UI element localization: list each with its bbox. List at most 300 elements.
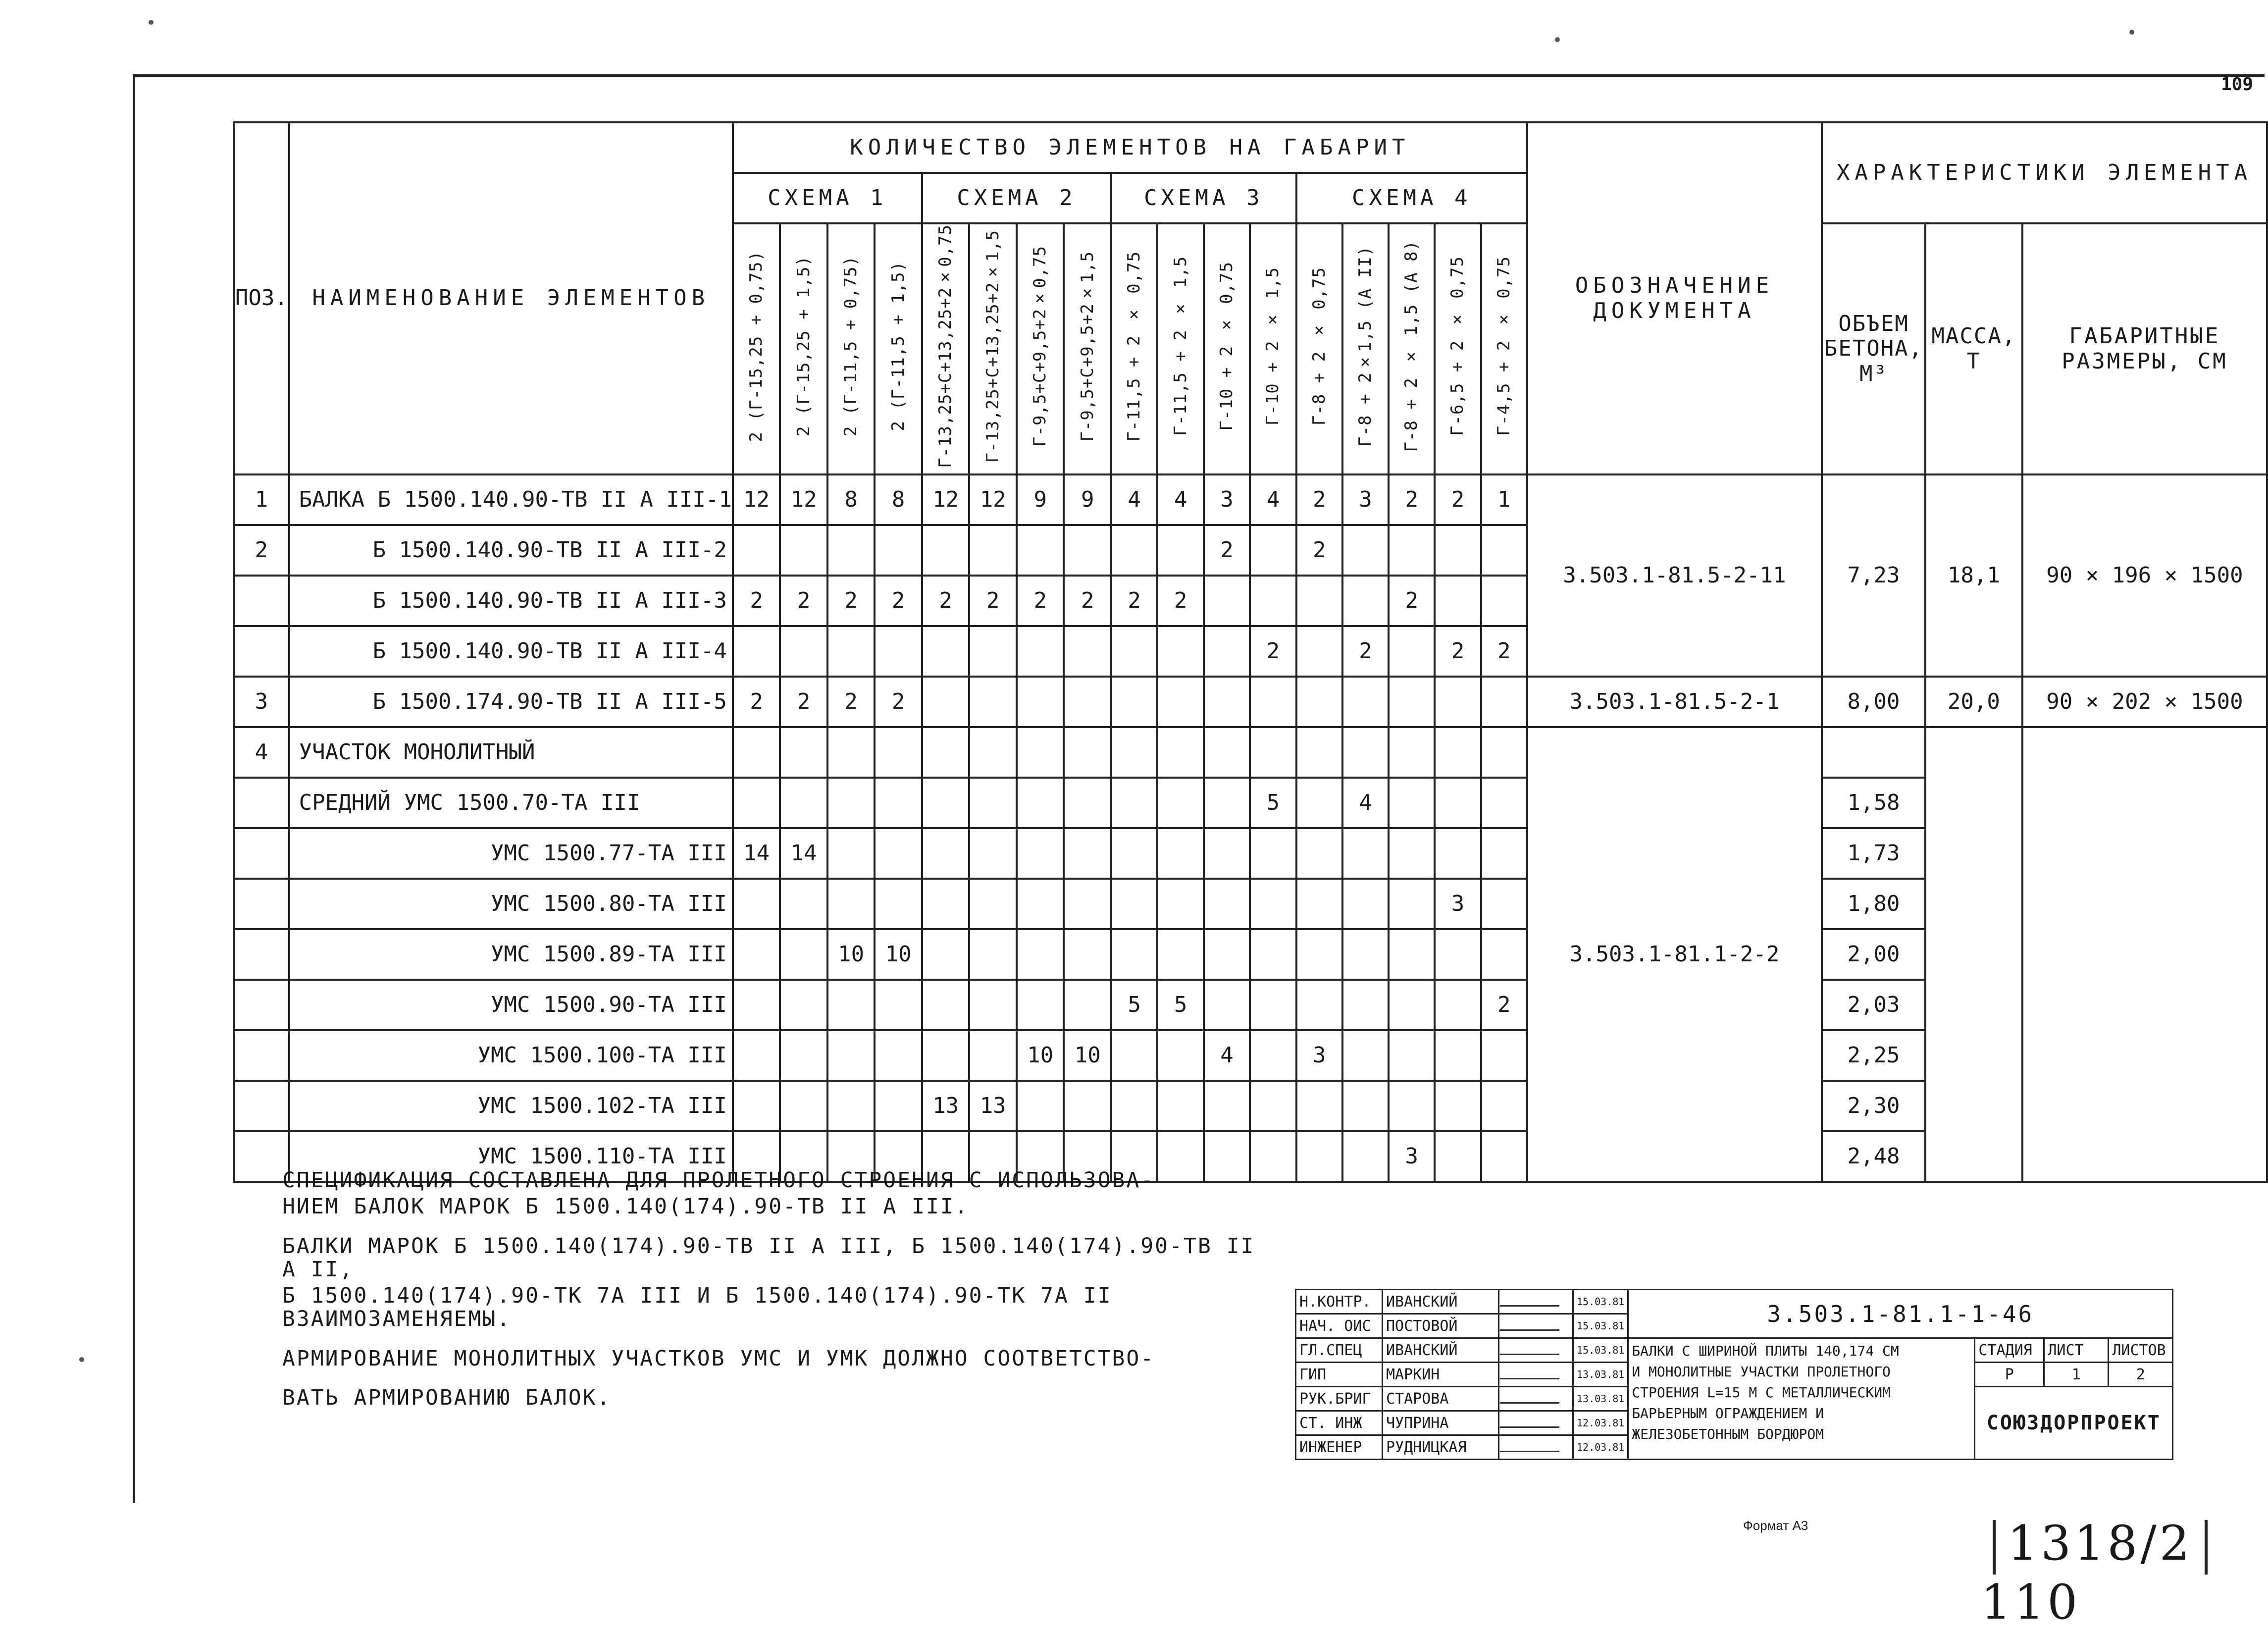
overall-dimensions: 90 × 196 × 1500 — [2022, 474, 2267, 677]
qty-cell — [1250, 1030, 1296, 1081]
gabarit-header: Г-10 + 2 × 1,5 — [1250, 223, 1296, 474]
archive-number — [1981, 1516, 2268, 1630]
row-position — [234, 980, 289, 1030]
stage-value: Р — [1975, 1363, 2044, 1387]
qty-cell — [875, 626, 922, 677]
stamp-date: 15.03.81 — [1573, 1314, 1628, 1338]
qty-cell: 8 — [875, 474, 922, 525]
concrete-volume: 2,00 — [1822, 929, 1925, 980]
stamp-role: РУК.БРИГ — [1296, 1387, 1383, 1411]
row-name: УМС 1500.110-ТА III — [289, 1131, 733, 1182]
row-name: УМС 1500.102-ТА III — [289, 1081, 733, 1131]
qty-cell: 2 — [1250, 626, 1296, 677]
qty-cell — [780, 1081, 827, 1131]
pos-header: ПОЗ. — [234, 122, 289, 474]
qty-cell: 3 — [1296, 1030, 1342, 1081]
qty-cell — [1204, 929, 1250, 980]
qty-cell — [1111, 677, 1157, 727]
document-code: 3.503.1-81.1-1-46 — [1628, 1290, 2173, 1338]
qty-cell — [780, 980, 827, 1030]
row-position — [234, 1081, 289, 1131]
sheets-label: ЛИСТОВ — [2109, 1338, 2173, 1363]
qty-cell — [827, 879, 875, 929]
qty-cell — [1342, 1131, 1389, 1182]
qty-cell — [1111, 525, 1157, 576]
qty-cell — [1481, 1131, 1527, 1182]
gabarit-header: 2 (Г-15,25 + 0,75) — [733, 223, 780, 474]
row-name: УМС 1500.80-ТА III — [289, 879, 733, 929]
qty-cell — [780, 1030, 827, 1081]
designation-header: ОБОЗНАЧЕНИЕ ДОКУМЕНТА — [1527, 122, 1822, 474]
qty-cell — [875, 525, 922, 576]
qty-cell — [1157, 525, 1203, 576]
qty-cell — [827, 778, 875, 828]
row-position — [234, 1131, 289, 1182]
qty-cell: 4 — [1157, 474, 1203, 525]
qty-cell — [1389, 929, 1435, 980]
qty-cell — [733, 525, 780, 576]
stamp-role: ГИП — [1296, 1363, 1383, 1387]
title-block — [1295, 1289, 2173, 1460]
qty-cell — [922, 626, 970, 677]
qty-cell: 2 — [1389, 474, 1435, 525]
sheet-value: 1 — [2044, 1363, 2109, 1387]
qty-cell — [922, 828, 970, 879]
note-line: ВАТЬ АРМИРОВАНИЮ БАЛОК. — [282, 1385, 612, 1411]
row-name: УМС 1500.100-ТА III — [289, 1030, 733, 1081]
row-name: УЧАСТОК МОНОЛИТНЫЙ — [289, 727, 733, 778]
qty-cell: 2 — [1204, 525, 1250, 576]
stamp-role: ГЛ.СПЕЦ — [1296, 1338, 1383, 1363]
gabarit-header: Г-4,5 + 2 × 0,75 — [1481, 223, 1527, 474]
qty-cell — [1481, 525, 1527, 576]
signature — [1499, 1314, 1573, 1338]
row-name: СРЕДНИЙ УМС 1500.70-ТА III — [289, 778, 733, 828]
qty-cell: 3 — [1389, 1131, 1435, 1182]
stamp-name: РУДНИЦКАЯ — [1383, 1435, 1499, 1460]
notes-block — [282, 1169, 1273, 1425]
qty-cell: 4 — [1111, 474, 1157, 525]
qty-cell: 2 — [827, 576, 875, 626]
qty-cell — [1435, 929, 1481, 980]
scan-speck — [149, 20, 154, 25]
qty-cell — [1204, 727, 1250, 778]
qty-cell — [969, 828, 1017, 879]
qty-cell: 4 — [1250, 474, 1296, 525]
qty-cell — [1296, 1131, 1342, 1182]
qty-cell: 13 — [922, 1081, 970, 1131]
qty-cell — [1157, 626, 1203, 677]
qty-cell: 2 — [875, 576, 922, 626]
qty-cell: 3 — [1342, 474, 1389, 525]
qty-cell — [1481, 929, 1527, 980]
stamp-date: 13.03.81 — [1573, 1387, 1628, 1411]
signature — [1499, 1411, 1573, 1435]
qty-cell — [780, 626, 827, 677]
qty-cell — [1389, 727, 1435, 778]
qty-cell — [969, 778, 1017, 828]
qty-cell — [1342, 980, 1389, 1030]
qty-cell: 2 — [1481, 980, 1527, 1030]
qty-cell — [1064, 879, 1111, 929]
qty-cell — [1435, 980, 1481, 1030]
gabarit-header: Г-10 + 2 × 0,75 — [1204, 223, 1250, 474]
row-name: Б 1500.140.90-ТВ II А III-3 — [289, 576, 733, 626]
qty-cell — [1342, 576, 1389, 626]
qty-cell: 12 — [780, 474, 827, 525]
gabarit-header: 2 (Г-15,25 + 1,5) — [780, 223, 827, 474]
qty-cell: 2 — [780, 576, 827, 626]
qty-cell — [1204, 626, 1250, 677]
qty-cell: 2 — [1435, 474, 1481, 525]
gabarit-header: 2 (Г-11,5 + 1,5) — [875, 223, 922, 474]
qty-cell — [780, 929, 827, 980]
qty-cell — [1481, 1030, 1527, 1081]
row-position: 4 — [234, 727, 289, 778]
qty-cell: 2 — [1064, 576, 1111, 626]
drawing-title: БАЛКИ С ШИРИНОЙ ПЛИТЫ 140,174 СМ И МОНОЛИТНЫЕ УЧАСТКИ ПРОЛЕТНОГО СТРОЕНИЯ L=15 М С МЕТАЛЛИЧЕСКИМ БАРЬЕРНЫМ ОГРАЖДЕНИЕМ И ЖЕЛЕЗОБЕТОННЫМ БОРДЮРОМ — [1628, 1338, 1975, 1460]
qty-cell — [1111, 727, 1157, 778]
qty-cell: 2 — [1481, 626, 1527, 677]
qty-cell — [1017, 677, 1064, 727]
qty-cell: 5 — [1157, 980, 1203, 1030]
row-position: 2 — [234, 525, 289, 576]
qty-cell — [1342, 1081, 1389, 1131]
qty-cell — [1342, 929, 1389, 980]
qty-cell — [1481, 828, 1527, 879]
stamp-date: 12.03.81 — [1573, 1435, 1628, 1460]
stamp-role: Н.КОНТР. — [1296, 1290, 1383, 1314]
qty-cell — [1064, 677, 1111, 727]
qty-cell — [1435, 828, 1481, 879]
gabarit-header: 2 (Г-11,5 + 0,75) — [827, 223, 875, 474]
stamp-name: ИВАНСКИЙ — [1383, 1338, 1499, 1363]
gabarit-header: Г-9,5+С+9,5+2×0,75 — [1017, 223, 1064, 474]
concrete-volume: 1,80 — [1822, 879, 1925, 929]
scheme-4-header: СХЕМА 4 — [1296, 173, 1527, 223]
specification-table — [233, 121, 2268, 1183]
stamp-role: ИНЖЕНЕР — [1296, 1435, 1383, 1460]
qty-cell — [875, 980, 922, 1030]
qty-cell — [1296, 677, 1342, 727]
qty-cell — [922, 525, 970, 576]
row-name: УМС 1500.90-ТА III — [289, 980, 733, 1030]
concrete-volume — [1822, 727, 1925, 778]
organization: СОЮЗДОРПРОЕКТ — [1975, 1387, 2173, 1460]
qty-cell — [1017, 626, 1064, 677]
stamp-name: ЧУПРИНА — [1383, 1411, 1499, 1435]
qty-cell — [1111, 828, 1157, 879]
qty-cell — [1204, 828, 1250, 879]
qty-cell — [1342, 525, 1389, 576]
qty-cell — [1111, 1030, 1157, 1081]
qty-cell — [1435, 727, 1481, 778]
qty-cell: 3 — [1435, 879, 1481, 929]
qty-header: КОЛИЧЕСТВО ЭЛЕМЕНТОВ НА ГАБАРИТ — [733, 122, 1527, 173]
note-line: Б 1500.140(174).90-ТК 7А III И Б 1500.140(174).90-ТК 7А II ВЗАИМОЗАМЕНЯЕМЫ. — [282, 1283, 1112, 1332]
qty-cell — [1296, 576, 1342, 626]
qty-cell — [1481, 677, 1527, 727]
qty-cell: 2 — [1296, 525, 1342, 576]
qty-cell — [733, 626, 780, 677]
stamp-role: СТ. ИНЖ — [1296, 1411, 1383, 1435]
qty-cell — [733, 980, 780, 1030]
qty-cell — [1296, 828, 1342, 879]
concrete-volume: 2,25 — [1822, 1030, 1925, 1081]
qty-cell — [1250, 677, 1296, 727]
qty-cell — [1157, 1030, 1203, 1081]
qty-cell: 2 — [1435, 626, 1481, 677]
qty-cell — [827, 1081, 875, 1131]
qty-cell — [1389, 1081, 1435, 1131]
document-designation: 3.503.1-81.5-2-11 — [1527, 474, 1822, 677]
qty-cell: 2 — [1296, 474, 1342, 525]
qty-cell — [1157, 677, 1203, 727]
qty-cell: 2 — [733, 576, 780, 626]
qty-cell — [1204, 1081, 1250, 1131]
qty-cell — [1157, 929, 1203, 980]
row-position — [234, 1030, 289, 1081]
qty-cell — [780, 727, 827, 778]
qty-cell — [969, 1030, 1017, 1081]
concrete-volume: 8,00 — [1822, 677, 1925, 727]
row-position: 1 — [234, 474, 289, 525]
signature — [1499, 1387, 1573, 1411]
scheme-1-header: СХЕМА 1 — [733, 173, 922, 223]
scan-speck — [1555, 37, 1560, 42]
stamp-name: СТАРОВА — [1383, 1387, 1499, 1411]
stamp-name: ПОСТОВОЙ — [1383, 1314, 1499, 1338]
qty-cell — [922, 1030, 970, 1081]
qty-cell — [1017, 1081, 1064, 1131]
qty-cell — [780, 525, 827, 576]
qty-cell — [1111, 879, 1157, 929]
qty-cell — [1250, 1081, 1296, 1131]
qty-cell — [780, 778, 827, 828]
signature — [1499, 1435, 1573, 1460]
gabarit-header: Г-6,5 + 2 × 0,75 — [1435, 223, 1481, 474]
qty-cell — [733, 929, 780, 980]
concrete-volume: 1,58 — [1822, 778, 1925, 828]
sheet-label: ЛИСТ — [2044, 1338, 2109, 1363]
qty-cell — [1389, 525, 1435, 576]
qty-cell — [1064, 778, 1111, 828]
stamp-role: НАЧ. ОИС — [1296, 1314, 1383, 1338]
qty-cell — [827, 525, 875, 576]
stamp-date: 15.03.81 — [1573, 1338, 1628, 1363]
note-line: БАЛКИ МАРОК Б 1500.140(174).90-ТВ II А III, Б 1500.140(174).90-ТВ II А II, — [282, 1233, 1255, 1282]
row-name: БАЛКА Б 1500.140.90-ТВ II А III-1 — [289, 474, 733, 525]
qty-cell — [1157, 828, 1203, 879]
qty-cell — [827, 626, 875, 677]
qty-cell: 2 — [969, 576, 1017, 626]
qty-cell — [1342, 677, 1389, 727]
qty-cell — [1157, 879, 1203, 929]
row-name: Б 1500.140.90-ТВ II А III-2 — [289, 525, 733, 576]
format-label: Формат А3 — [1743, 1518, 1808, 1533]
qty-cell — [1389, 879, 1435, 929]
qty-cell — [1111, 626, 1157, 677]
element-mass — [1925, 727, 2022, 1182]
qty-cell — [1389, 1030, 1435, 1081]
qty-cell — [1250, 980, 1296, 1030]
qty-cell: 2 — [1342, 626, 1389, 677]
table-row — [234, 727, 2267, 778]
stamp-date: 13.03.81 — [1573, 1363, 1628, 1387]
qty-cell — [969, 677, 1017, 727]
signature — [1499, 1363, 1573, 1387]
sheets-value: 2 — [2109, 1363, 2173, 1387]
qty-cell — [733, 879, 780, 929]
overall-dimensions: 90 × 202 × 1500 — [2022, 677, 2267, 727]
qty-cell — [1389, 677, 1435, 727]
qty-cell: 5 — [1111, 980, 1157, 1030]
qty-cell: 10 — [875, 929, 922, 980]
qty-cell — [1435, 677, 1481, 727]
overall-dimensions — [2022, 727, 2267, 1182]
gabarit-header: Г-8 + 2 × 0,75 — [1296, 223, 1342, 474]
qty-cell — [1435, 1081, 1481, 1131]
row-name: УМС 1500.89-ТА III — [289, 929, 733, 980]
qty-cell: 10 — [827, 929, 875, 980]
qty-cell — [1204, 980, 1250, 1030]
qty-cell: 1 — [1481, 474, 1527, 525]
qty-cell — [1064, 1081, 1111, 1131]
row-position — [234, 576, 289, 626]
qty-cell — [1296, 626, 1342, 677]
qty-cell — [969, 929, 1017, 980]
qty-cell: 2 — [922, 576, 970, 626]
gabarit-header: Г-11,5 + 2 × 1,5 — [1157, 223, 1203, 474]
concrete-volume: 2,48 — [1822, 1131, 1925, 1182]
document-designation: 3.503.1-81.1-2-2 — [1527, 727, 1822, 1182]
dims-header: ГАБАРИТНЫЕ РАЗМЕРЫ, СМ — [2022, 223, 2267, 474]
archive-right: 110 — [1981, 1575, 2081, 1630]
qty-cell — [1017, 727, 1064, 778]
qty-cell — [1250, 727, 1296, 778]
qty-cell — [875, 879, 922, 929]
qty-cell — [969, 980, 1017, 1030]
qty-cell — [1017, 828, 1064, 879]
qty-cell: 8 — [827, 474, 875, 525]
qty-cell: 12 — [969, 474, 1017, 525]
qty-cell — [1435, 778, 1481, 828]
qty-cell — [1296, 727, 1342, 778]
stage-label: СТАДИЯ — [1975, 1338, 2044, 1363]
qty-cell: 2 — [827, 677, 875, 727]
row-position — [234, 828, 289, 879]
qty-cell — [1389, 778, 1435, 828]
qty-cell — [1481, 879, 1527, 929]
qty-cell — [969, 727, 1017, 778]
qty-cell — [875, 828, 922, 879]
qty-cell — [1481, 778, 1527, 828]
gabarit-header: Г-8 + 2 × 1,5 (А 8) — [1389, 223, 1435, 474]
qty-cell — [875, 727, 922, 778]
qty-cell: 5 — [1250, 778, 1296, 828]
qty-cell — [1064, 828, 1111, 879]
qty-cell — [1204, 576, 1250, 626]
qty-cell — [922, 778, 970, 828]
scheme-2-header: СХЕМА 2 — [922, 173, 1111, 223]
qty-cell — [1296, 1081, 1342, 1131]
qty-cell: 13 — [969, 1081, 1017, 1131]
qty-cell — [1064, 980, 1111, 1030]
signature — [1499, 1338, 1573, 1363]
qty-cell — [1017, 980, 1064, 1030]
volume-header: ОБЪЕМ БЕТОНА, М³ — [1822, 223, 1925, 474]
qty-cell: 12 — [733, 474, 780, 525]
qty-cell — [1017, 525, 1064, 576]
qty-cell: 2 — [1389, 576, 1435, 626]
signature — [1499, 1290, 1573, 1314]
qty-cell — [1250, 929, 1296, 980]
table-row — [234, 474, 2267, 525]
qty-cell — [827, 828, 875, 879]
qty-cell — [875, 1030, 922, 1081]
qty-cell — [1111, 929, 1157, 980]
qty-cell — [1157, 1081, 1203, 1131]
qty-cell — [922, 980, 970, 1030]
qty-cell — [1435, 525, 1481, 576]
qty-cell — [1204, 778, 1250, 828]
qty-cell: 14 — [780, 828, 827, 879]
qty-cell — [922, 677, 970, 727]
qty-cell — [1157, 778, 1203, 828]
qty-cell — [1296, 778, 1342, 828]
row-position: 3 — [234, 677, 289, 727]
qty-cell — [1296, 980, 1342, 1030]
row-position — [234, 778, 289, 828]
qty-cell — [1389, 626, 1435, 677]
qty-cell: 12 — [922, 474, 970, 525]
characteristics-header: ХАРАКТЕРИСТИКИ ЭЛЕМЕНТА — [1822, 122, 2267, 223]
row-position — [234, 626, 289, 677]
qty-cell — [1204, 677, 1250, 727]
qty-cell — [1435, 576, 1481, 626]
note-line: НИЕМ БАЛОК МАРОК Б 1500.140(174).90-ТВ II А III. — [282, 1194, 969, 1219]
qty-cell — [1389, 828, 1435, 879]
qty-cell — [1342, 1030, 1389, 1081]
qty-cell — [1064, 626, 1111, 677]
concrete-volume: 7,23 — [1822, 474, 1925, 677]
qty-cell — [1250, 576, 1296, 626]
qty-cell — [1342, 879, 1389, 929]
qty-cell — [1064, 525, 1111, 576]
gabarit-header: Г-11,5 + 2 × 0,75 — [1111, 223, 1157, 474]
qty-cell — [1157, 727, 1203, 778]
qty-cell: 2 — [875, 677, 922, 727]
stamp-date: 15.03.81 — [1573, 1290, 1628, 1314]
stamp-name: МАРКИН — [1383, 1363, 1499, 1387]
archive-left: 1318/2 — [2008, 1516, 2193, 1571]
qty-cell: 10 — [1064, 1030, 1111, 1081]
qty-cell — [922, 879, 970, 929]
qty-cell — [1111, 1081, 1157, 1131]
concrete-volume: 1,73 — [1822, 828, 1925, 879]
concrete-volume: 2,30 — [1822, 1081, 1925, 1131]
gabarit-header: Г-13,25+С+13,25+2×1,5 — [969, 223, 1017, 474]
qty-cell — [827, 1030, 875, 1081]
qty-cell — [969, 879, 1017, 929]
qty-cell: 2 — [1157, 576, 1203, 626]
gabarit-header: Г-9,5+С+9,5+2×1,5 — [1064, 223, 1111, 474]
qty-cell — [733, 727, 780, 778]
row-position — [234, 879, 289, 929]
qty-cell — [1389, 980, 1435, 1030]
concrete-volume: 2,03 — [1822, 980, 1925, 1030]
qty-cell: 2 — [1017, 576, 1064, 626]
